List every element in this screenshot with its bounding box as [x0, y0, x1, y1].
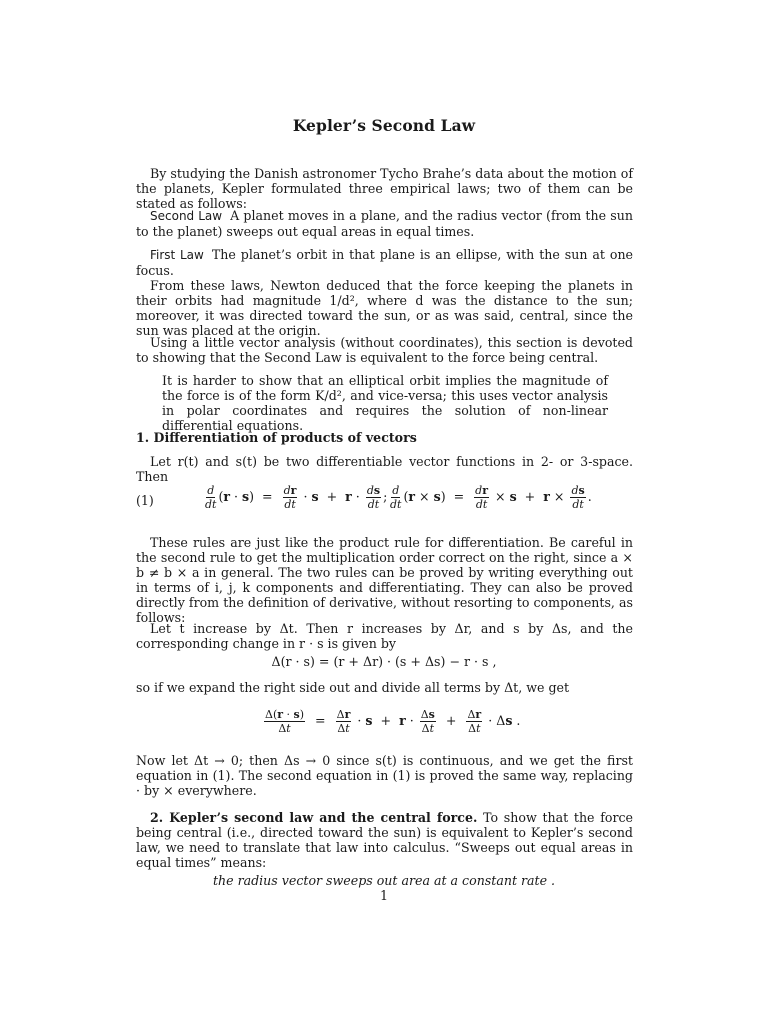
expand-paragraph: [136, 680, 633, 695]
page-number: 1: [379, 888, 388, 903]
delta-r-fraction: $\frac{\Delta r}{\Delta t}$: [336, 708, 351, 735]
delta-r-fraction-2: $\frac{\Delta r}{\Delta t}$: [467, 708, 482, 735]
vector-analysis-text: Using a little vector analysis (without coordinates), this section is devoted to showing that the Second Law is equivalent to the force being central.: [136, 335, 633, 365]
expand-text: so if we expand the right side out and divide all terms by Δt, we get: [136, 680, 570, 695]
newton-paragraph: [136, 278, 633, 338]
delta-s-fraction: $\frac{\Delta s}{\Delta t}$: [420, 708, 435, 735]
d-dt-fraction: $\frac{d}{dt}$: [205, 484, 217, 511]
dr-dt-fraction: $\frac{dr}{dt}$: [475, 484, 489, 511]
product-rule-dot: $\frac{d}{dt}$ (r · s) = $\frac{dr}{dt}$ · s + r · $\frac{ds}{dt}$ ;: [205, 484, 388, 511]
second-law-text: A planet moves in a plane, and the radius vector (from the sun to the planet) sweeps out equal areas in equal times.: [136, 208, 633, 239]
d-dt-fraction: $\frac{d}{dt}$: [390, 484, 402, 511]
ds-dt-fraction: $\frac{ds}{dt}$: [571, 484, 585, 511]
dr-dt-fraction: $\frac{dr}{dt}$: [283, 484, 297, 511]
first-law-text: The planet’s orbit in that plane is an ellipse, with the sun at one focus.: [136, 247, 634, 278]
section-2-body: To show that the force being central (i.e., directed toward the sun) is equivalent to Kepler’s second law, we need to translate that law into calculus. “Sweeps out equal areas in equal times” means:: [136, 810, 633, 870]
delta-equation: Δ(r · s) = (r + Δr) · (s + Δs) − r · s ,: [271, 654, 497, 669]
intro-paragraph: [136, 166, 633, 211]
difference-quotient-equation: $\frac{\Delta(r \cdot s)}{\Delta t}$ = $\frac{\Delta r}{\Delta t}$ · s + r · $\frac{\Delta s}{\Delta t}$ + $\frac{\Delta r}{\Delta t}$ · Δs .: [265, 708, 521, 735]
first-law-statement: [136, 247, 633, 278]
newton-text: From these laws, Newton deduced that the force keeping the planets in their orbits had magnitude 1/d², where d was the distance to the sun; moreover, it was directed toward the sun, or as was said, central, since the sun was placed at the origin.: [136, 278, 633, 338]
intro-text: By studying the Danish astronomer Tycho Brahe’s data about the motion of the planets, Kepler formulated three empirical laws; two of them can be stated as follows:: [136, 166, 633, 211]
delta-rs-fraction: $\frac{\Delta(r \cdot s)}{\Delta t}$: [265, 708, 305, 735]
product-rule-cross: $\frac{d}{dt}$ (r × s) = $\frac{dr}{dt}$ × s + r × $\frac{ds}{dt}$ .: [390, 484, 592, 511]
second-law-statement: [136, 208, 633, 239]
product-rule-explanation-text: These rules are just like the product rule for differentiation. Be careful in the second rule to get the multiplication order correct on the right, since a × b ≠ b × a in general. The two rules can be proved by writing everything out in terms of i, j, k components and differentiating. They can also be proved directly from the definition of derivative, without resorting to components, as follows:: [136, 535, 633, 625]
section-1-lead-text: Let r(t) and s(t) be two differentiable vector functions in 2- or 3-space. Then: [136, 454, 633, 484]
vector-analysis-paragraph: [136, 335, 633, 365]
section-2-statement-text: the radius vector sweeps out area at a constant rate .: [212, 873, 556, 888]
page-title: Kepler’s Second Law: [292, 116, 476, 135]
section-2-paragraph: [136, 810, 633, 870]
section-1-heading: 1. Differentiation of products of vectors: [136, 430, 417, 445]
aside-paragraph: [162, 373, 608, 433]
ds-dt-fraction: $\frac{ds}{dt}$: [366, 484, 381, 511]
limit-paragraph: [136, 753, 633, 798]
second-law-name: Second Law: [150, 209, 223, 223]
section-2-heading: 2. Kepler’s second law and the central force.: [150, 810, 478, 825]
aside-text: It is harder to show that an elliptical orbit implies the magnitude of the force is of the form K/d², and vice-versa; this uses vector analysis in polar coordinates and requires the solution of non-linear differential equations.: [162, 373, 608, 433]
product-rule-explanation: [136, 535, 633, 625]
equation-number: (1): [136, 493, 154, 508]
section-2-statement: [0, 873, 768, 888]
delta-text: Let t increase by Δt. Then r increases by Δr, and s by Δs, and the corresponding change in r · s is given by: [136, 621, 633, 651]
section-1-lead: [136, 454, 633, 484]
delta-paragraph: [136, 621, 633, 651]
limit-text: Now let Δt → 0; then Δs → 0 since s(t) is continuous, and we get the first equation in (1). The second equation in (1) is proved the same way, replacing · by × everywhere.: [136, 753, 633, 798]
first-law-name: First Law: [150, 248, 204, 262]
